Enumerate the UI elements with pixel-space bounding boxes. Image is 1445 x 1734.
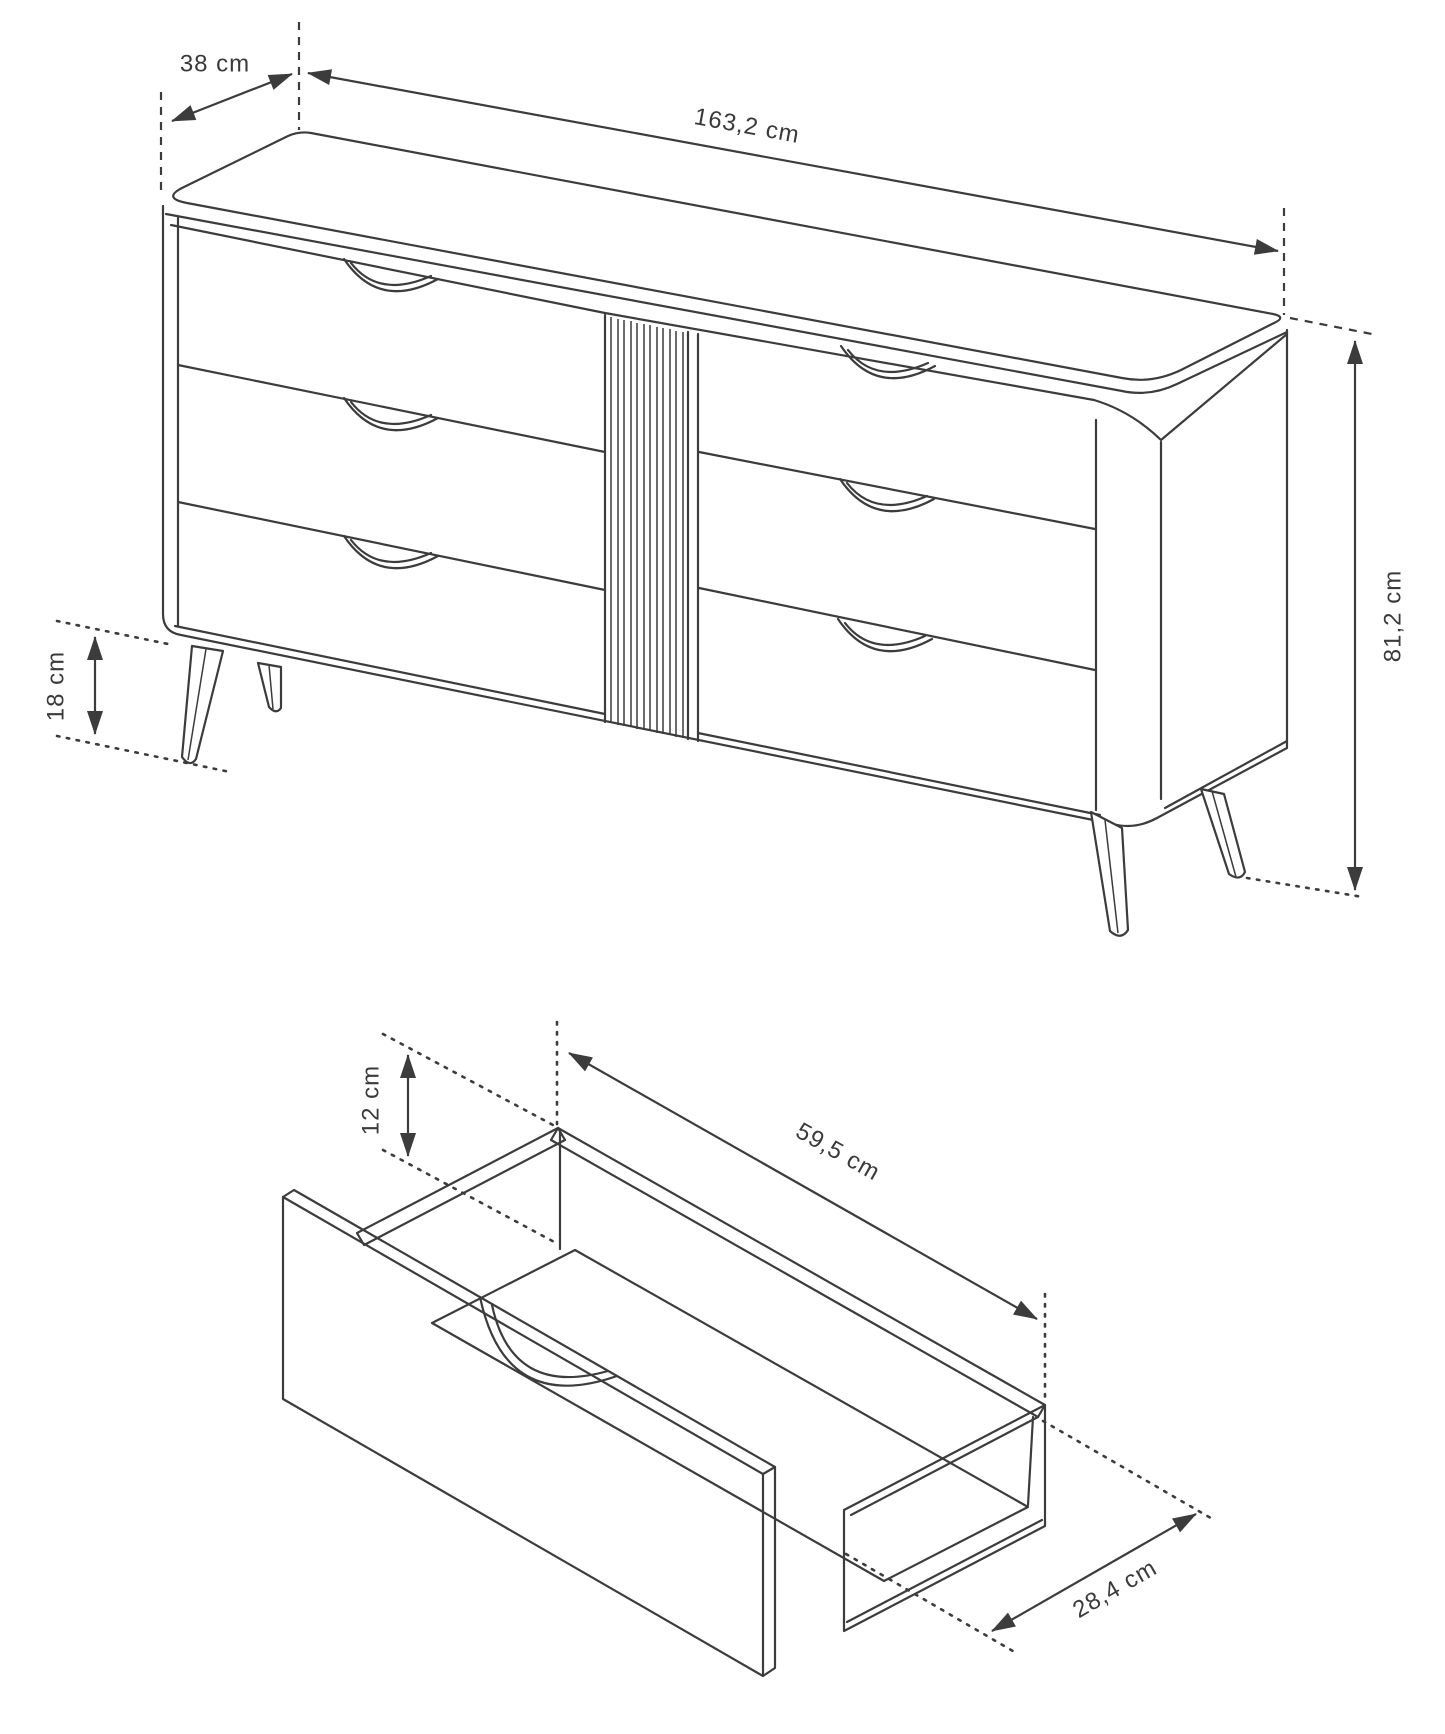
width-label: 163,2 cm <box>692 103 802 149</box>
drawer-depth-label: 28,4 cm <box>1068 1554 1162 1624</box>
height-label: 81,2 cm <box>1379 569 1407 663</box>
leg-height-label: 18 cm <box>42 650 70 722</box>
drawer-width-label: 59,5 cm <box>791 1117 885 1187</box>
depth-label: 38 cm <box>179 50 251 78</box>
drawer-height-label: 12 cm <box>357 1064 385 1136</box>
